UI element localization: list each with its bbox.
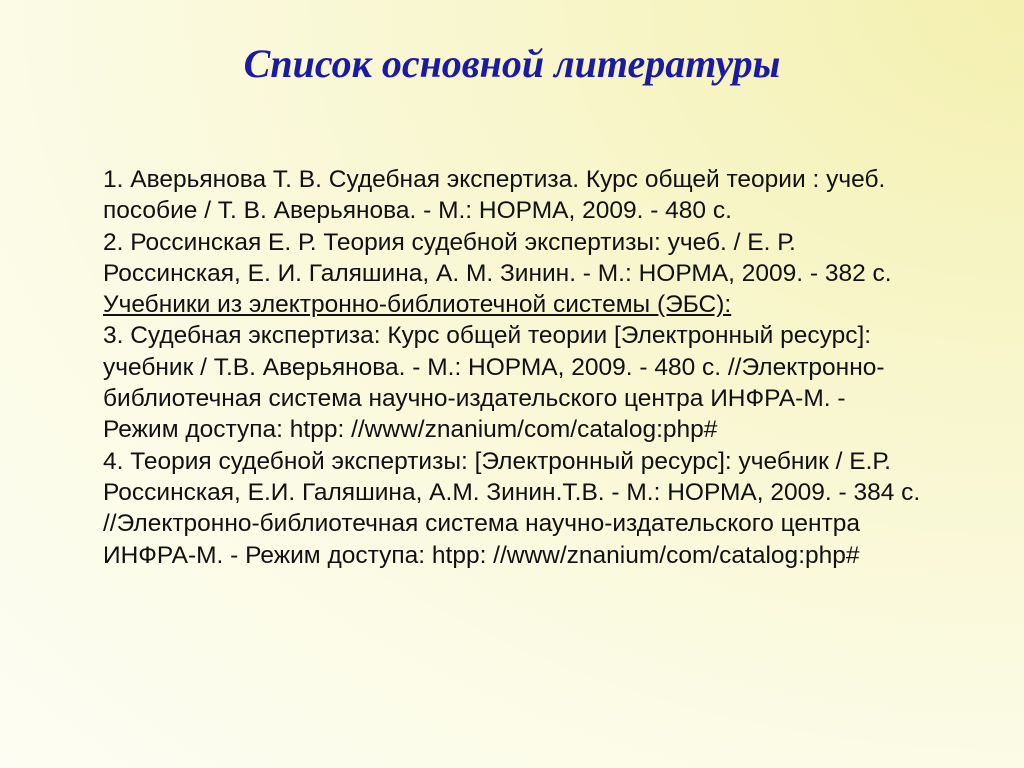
ebs-section-heading: Учебники из электронно-библиотечной системы (ЭБС): (103, 291, 732, 319)
bib-entry-2-line-2: Россинская, Е. И. Галяшина, А. М. Зинин. - М.: НОРМА, 2009. - 382 с. (103, 259, 892, 287)
bib-entry-1-line-2: пособие / Т. В. Аверьянова. - М.: НОРМА, 2009. - 480 с. (103, 197, 732, 225)
bib-entry-3-line-1: 3. Судебная экспертиза: Курс общей теории [Электронный ресурс]: (103, 322, 872, 350)
bib-entry-1-line-1: 1. Аверьянова Т. В. Судебная экспертиза. Курс общей теории : учеб. (103, 166, 886, 193)
bib-entry-4-line-1: 4. Теория судебной экспертизы: [Электронный ресурс]: учебник / Е.Р. (103, 447, 891, 475)
slide-title: Список основной литературы (243, 41, 781, 86)
bib-entry-3-line-4: Режим доступа: htpp: //www/znanium/com/catalog:php# (103, 416, 718, 444)
bib-entry-3-line-2: учебник / Т.В. Аверьянова. - М.: НОРМА, 2009. - 480 с. //Электронно- (103, 353, 885, 381)
bib-entry-4-line-4: ИНФРА-М. - Режим доступа: htpp: //www/znanium/com/catalog:php# (103, 541, 860, 569)
bib-entry-2-line-1: 2. Россинская Е. Р. Теория судебной экспертизы: учеб. / Е. Р. (103, 228, 796, 256)
bib-entry-3-line-3: библиотечная система научно-издательского центра ИНФРА-М. - (103, 385, 846, 413)
bib-entry-4-line-3: //Электронно-библиотечная система научно-издательского центра (103, 510, 861, 538)
bib-entry-4-line-2: Россинская, Е.И. Галяшина, А.М. Зинин.Т.В. - М.: НОРМА, 2009. - 384 с. (103, 478, 921, 506)
bibliography-list (103, 164, 983, 571)
